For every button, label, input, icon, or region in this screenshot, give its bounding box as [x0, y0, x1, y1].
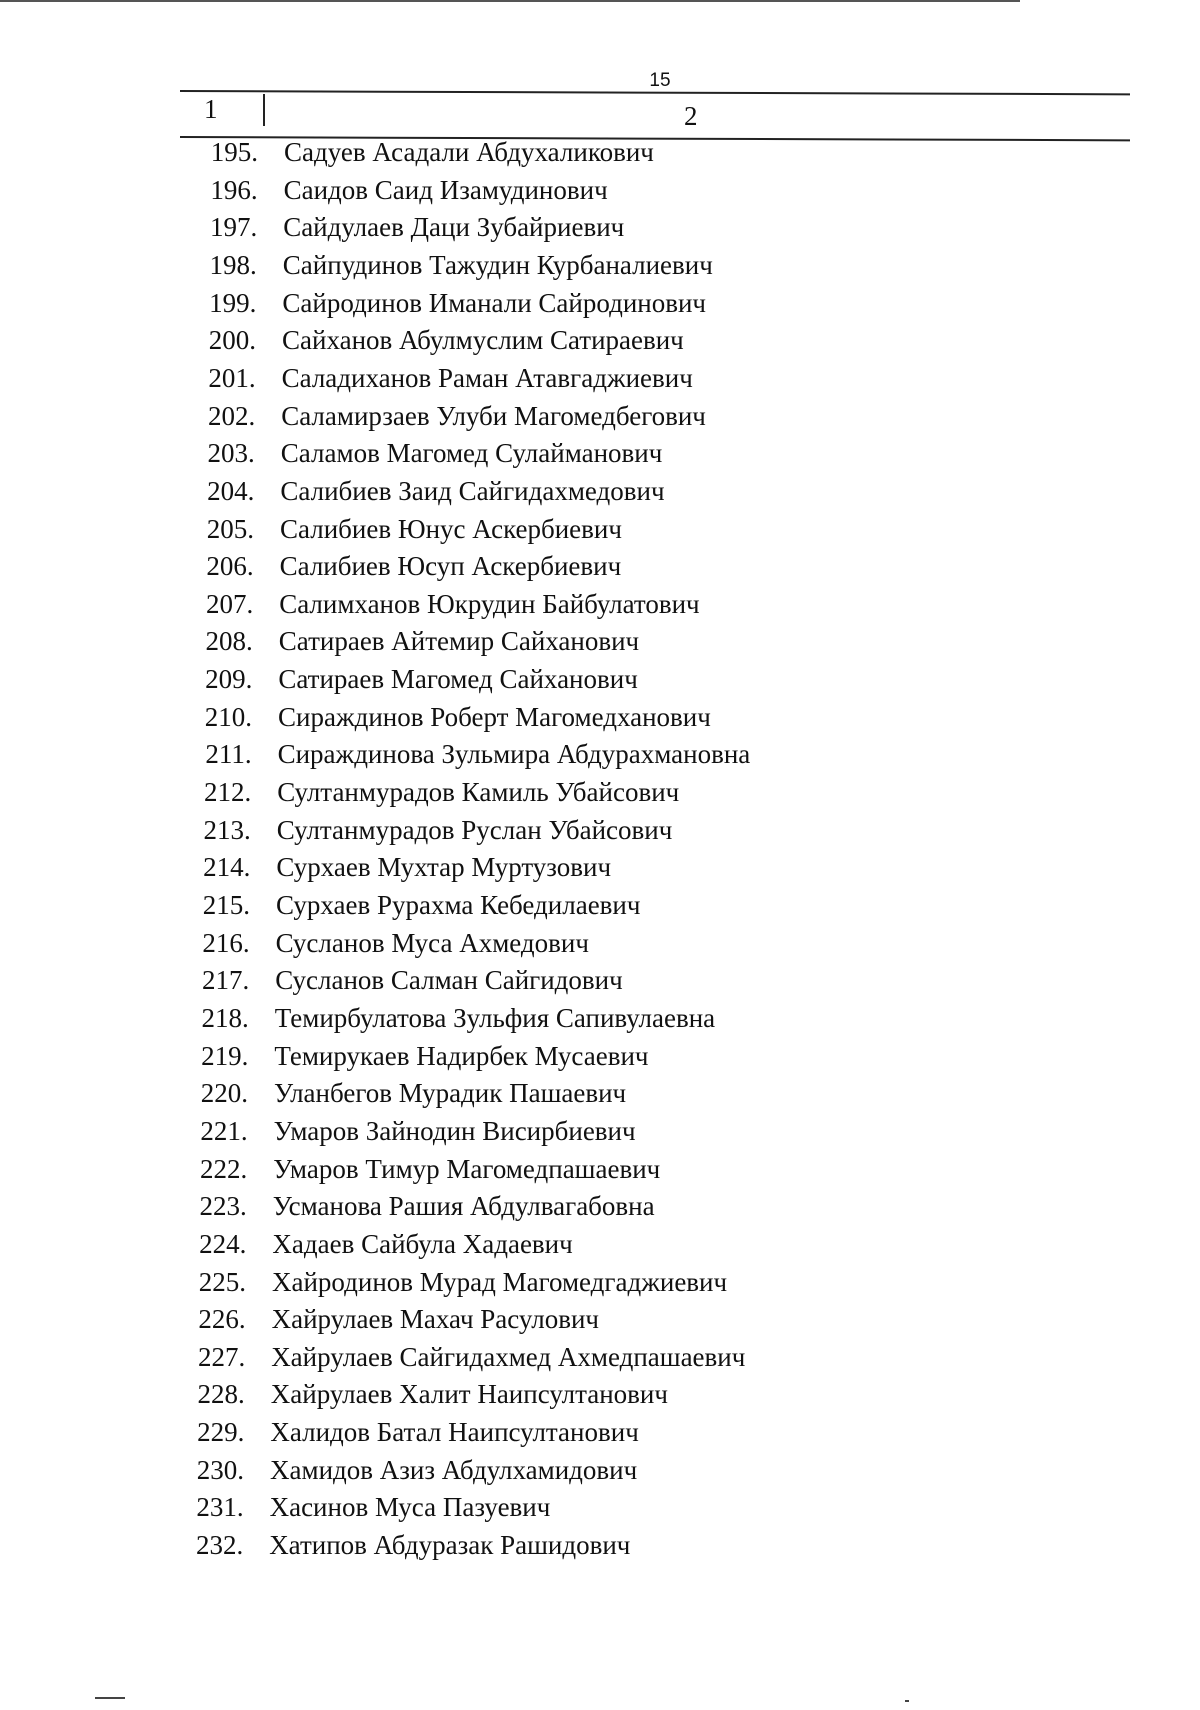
row-number: 212.	[203, 777, 252, 808]
row-number: 200.	[208, 325, 256, 356]
person-name: Халидов Батал Наипсултанович	[270, 1417, 639, 1448]
person-name: Сираждинова Зульмира Абдурахмановна	[277, 739, 751, 770]
row-number: 221.	[200, 1115, 248, 1146]
person-name: Садуев Асадали Абдухаликович	[284, 137, 654, 167]
row-number: 220.	[200, 1078, 248, 1109]
person-name: Хадаев Сайбула Хадаевич	[272, 1228, 573, 1259]
scan-speck	[95, 1697, 125, 1699]
row-number: 228.	[197, 1379, 245, 1410]
table-top-border	[180, 90, 1130, 95]
row-number: 225.	[198, 1266, 246, 1297]
row-number: 198.	[209, 249, 257, 280]
row-number: 231.	[196, 1492, 244, 1523]
row-number: 202.	[207, 400, 256, 431]
scan-speck	[905, 1700, 909, 1702]
person-name: Сурхаев Рурахма Кебедилаевич	[276, 890, 641, 920]
row-number: 219.	[201, 1040, 249, 1071]
person-name: Сираждинов Роберт Магомедханович	[278, 701, 711, 732]
person-name: Хайрулаев Махач Расулович	[271, 1304, 599, 1335]
person-name: Салимханов Юкрудин Байбулатович	[279, 588, 700, 619]
person-name: Хасинов Муса Пазуевич	[269, 1492, 551, 1523]
column-header-number: 1	[204, 94, 218, 124]
row-number: 232.	[195, 1530, 244, 1561]
row-number: 226.	[198, 1304, 246, 1335]
person-name: Темирбулатова Зульфия Сапивулаевна	[274, 1002, 716, 1033]
row-number: 204.	[207, 475, 255, 506]
person-name: Хатипов Абдуразак Рашидович	[269, 1530, 631, 1561]
person-name: Хайродинов Мурад Магомедгаджиевич	[272, 1266, 728, 1297]
person-name: Сайдулаев Даци Зубайриевич	[283, 212, 625, 243]
row-number: 214.	[203, 852, 251, 883]
row-number: 229.	[197, 1417, 245, 1448]
person-name: Уланбегов Мурадик Пашаевич	[274, 1078, 627, 1109]
person-name: Саламирзаев Улуби Магомедбегович	[281, 400, 706, 431]
person-name: Саидов Саид Изамудинович	[283, 174, 608, 205]
row-number: 199.	[209, 287, 257, 318]
person-name: Саладиханов Раман Атавгаджиевич	[281, 362, 693, 393]
row-number: 215.	[202, 890, 250, 920]
row-number: 217.	[201, 965, 250, 996]
person-name: Усманова Рашия Абдулвагабовна	[272, 1191, 655, 1222]
row-number: 209.	[205, 664, 253, 695]
row-number: 201.	[208, 362, 256, 393]
row-number: 223.	[199, 1191, 247, 1222]
person-name: Сусланов Салман Сайгидович	[275, 965, 623, 996]
person-name: Саламов Магомед Сулайманович	[280, 438, 663, 469]
person-name: Хайрулаев Сайгидахмед Ахмедпашаевич	[271, 1341, 746, 1372]
person-name: Хамидов Азиз Абдулхамидович	[270, 1454, 638, 1485]
row-number: 196.	[210, 174, 258, 205]
row-number: 222.	[199, 1153, 248, 1184]
person-name: Темирукаев Надирбек Мусаевич	[274, 1040, 649, 1071]
person-name: Сайханов Абулмуслим Сатираевич	[282, 325, 684, 356]
person-name: Салибиев Юсуп Аскербиевич	[279, 551, 622, 582]
person-name: Сайпудинов Тажудин Курбаналиевич	[282, 249, 713, 280]
row-number: 203.	[207, 438, 255, 469]
person-name: Хайрулаев Халит Наипсултанович	[270, 1379, 668, 1410]
row-number: 224.	[199, 1228, 247, 1259]
person-name: Султанмурадов Руслан Убайсович	[276, 814, 673, 845]
row-number: 197.	[209, 212, 258, 243]
person-name: Салибиев Юнус Аскербиевич	[280, 513, 622, 544]
person-name: Сусланов Муса Ахмедович	[275, 927, 589, 958]
row-number: 195.	[210, 137, 258, 167]
row-number: 205.	[206, 513, 254, 544]
person-name: Сатираев Магомед Сайханович	[278, 664, 638, 695]
row-number: 208.	[205, 626, 253, 657]
row-number: 227.	[197, 1341, 246, 1372]
row-number: 218.	[201, 1002, 249, 1033]
person-name: Умаров Зайнодин Висирбиевич	[273, 1115, 636, 1146]
row-number: 216.	[202, 927, 250, 958]
column-header-name: 2	[684, 101, 698, 131]
person-name: Салибиев Заид Сайгидахмедович	[280, 475, 665, 506]
person-name: Сайродинов Иманали Сайродинович	[282, 287, 706, 318]
page-number: 15	[649, 70, 671, 91]
row-number: 213.	[203, 814, 251, 845]
person-name: Султанмурадов Камиль Убайсович	[277, 777, 680, 808]
scan-edge	[0, 0, 1020, 2]
person-name: Сурхаев Мухтар Муртузович	[276, 852, 612, 883]
row-number: 230.	[196, 1454, 244, 1485]
row-number: 211.	[205, 739, 252, 770]
row-number: 210.	[204, 701, 252, 732]
column-divider	[263, 94, 265, 126]
row-number: 207.	[205, 588, 254, 619]
person-name: Сатираев Айтемир Сайханович	[278, 626, 640, 657]
row-number: 206.	[206, 551, 254, 582]
person-name: Умаров Тимур Магомедпашаевич	[273, 1153, 661, 1184]
